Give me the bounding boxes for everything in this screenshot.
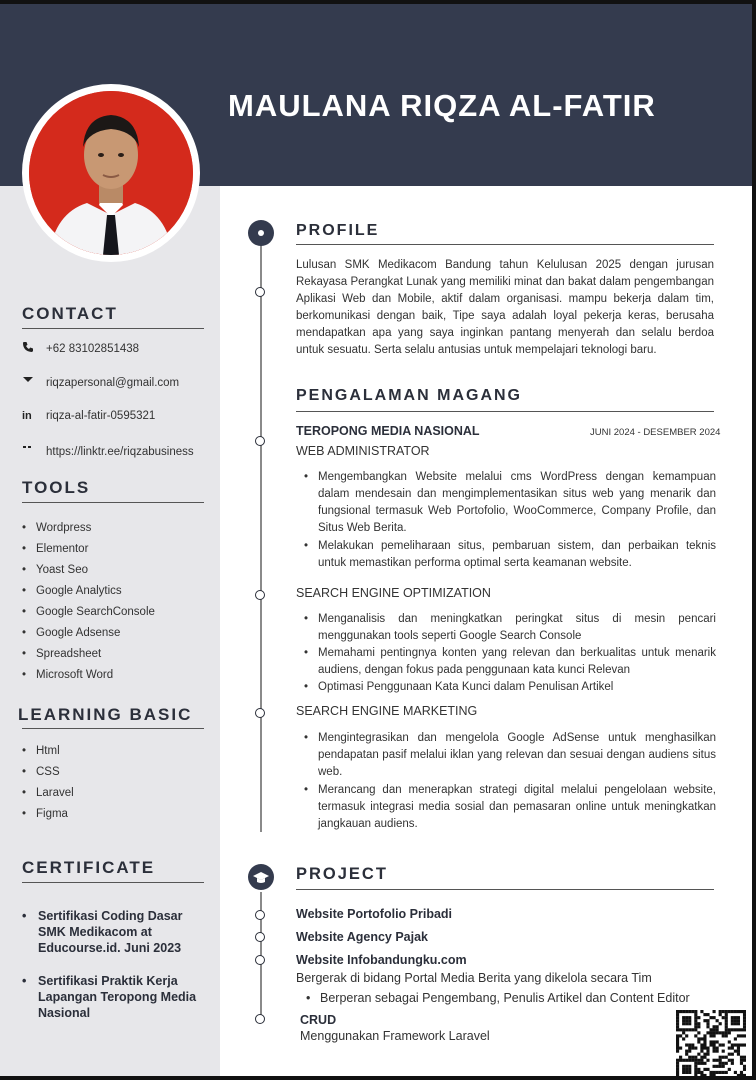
list-item: • Merancang dan menerapkan strategi digital melalui pengelolaan website, termasuk integrasi media sosial dan pemasaran online untuk meningkatkan jangkauan audiens.: [318, 782, 716, 833]
divider: [22, 502, 204, 503]
list-item: • Mengembangkan Website melalui cms WordPress dengan kemampuan dalam mendesain dan mengimplementasikan situs web yang menarik dan fungsional termasuk Web Portofolio, WooCommerce, Company Profile, dan Situs Web Berita.: [318, 469, 716, 537]
company-name: TEROPONG MEDIA NASIONAL: [296, 424, 480, 438]
list-item: • Yoast Seo: [22, 560, 155, 581]
list-item: • Optimasi Penggunaan Kata Kunci dalam Penulisan Artikel: [318, 679, 716, 696]
project-heading: PROJECT: [296, 865, 388, 883]
role-title: WEB ADMINISTRATOR: [296, 444, 430, 458]
divider: [296, 411, 714, 412]
divider: [296, 889, 714, 890]
project-title: Website Portofolio Pribadi: [296, 907, 453, 921]
contact-email[interactable]: [22, 375, 179, 390]
subsection-seo: SEARCH ENGINE OPTIMIZATION: [296, 586, 491, 600]
certificate-heading: CERTIFICATE: [22, 858, 156, 877]
profile-photo: [22, 84, 200, 262]
timeline-dot: [255, 590, 265, 600]
work-period: JUNI 2024 - DESEMBER 2024: [590, 427, 721, 438]
divider: [22, 328, 204, 329]
project-description: Menggunakan Framework Laravel: [300, 1029, 490, 1043]
contact-heading: CONTACT: [22, 304, 118, 323]
profile-icon: [248, 220, 274, 246]
list-item: • Berperan sebagai Pengembang, Penulis Artikel dan Content Editor: [306, 991, 690, 1005]
linkedin-icon: in: [22, 410, 32, 422]
tools-list: [22, 518, 155, 686]
list-item: • Memahami pentingnya konten yang relevan dan berkualitas untuk menarik audiens, dengan fokus pada penggunaan kata kunci Relevan: [318, 645, 716, 679]
portrait-image: [29, 91, 193, 255]
divider: [22, 728, 204, 729]
link-text[interactable]: https://linktr.ee/riqzabusiness: [46, 445, 194, 458]
tools-heading: TOOLS: [22, 478, 91, 497]
timeline-dot: [255, 910, 265, 920]
graduation-cap-icon: [248, 864, 274, 890]
project-description: Bergerak di bidang Portal Media Berita yang dikelola secara Tim: [296, 971, 652, 985]
timeline-dot: [255, 1014, 265, 1024]
full-name: MAULANA RIQZA AL-FATIR: [228, 88, 656, 123]
learning-list: [22, 741, 74, 825]
timeline-dot: [255, 932, 265, 942]
timeline-dot: [255, 955, 265, 965]
list-item: • Wordpress: [22, 518, 155, 539]
qr-code-image: [676, 1010, 746, 1076]
list-item: • Google Analytics: [22, 581, 155, 602]
email-icon: [22, 375, 46, 390]
list-item: • Html: [22, 741, 74, 762]
phone-text: +62 83102851438: [46, 342, 140, 355]
list-item: • Figma: [22, 804, 74, 825]
list-item: • Microsoft Word: [22, 665, 155, 686]
list-item: • Melakukan pemeliharaan situs, pembaruan sistem, dan perbaikan teknis untuk memastikan performa optimal serta keamanan website.: [318, 538, 716, 572]
timeline-dot: [255, 287, 265, 297]
profile-heading: PROFILE: [296, 222, 380, 239]
divider: [22, 882, 204, 883]
qr-code: [676, 1010, 746, 1076]
list-item: • Laravel: [22, 783, 74, 804]
list-item: • Google Adsense: [22, 623, 155, 644]
experience-heading: PENGALAMAN MAGANG: [296, 387, 522, 404]
timeline-dot: [255, 708, 265, 718]
profile-summary: Lulusan SMK Medikacom Bandung tahun Kelulusan 2025 dengan jurusan Rekayasa Perangkat Lunak yang memiliki minat dan bakat dalam pengembangan Aplikasi Web dan Mobile, aktif dalam organisasi. mampu bekerja dalam tim, berkomunikasi dengan baik, Tipe saya adalah loyal pekerja keras, berusaha mendapatkan apa yang saya inginkan pantang menyerah dan selalu berdoa untuk sesuatu. Serta selalu antusias untuk mempelajari teknologi baru.: [296, 259, 714, 356]
project-title: Website Infobandungku.com: [296, 953, 467, 967]
linkedin-text[interactable]: riqza-al-fatir-0595321: [46, 410, 156, 422]
list-item: • Spreadsheet: [22, 644, 155, 665]
link-icon: [22, 444, 46, 459]
project-title: Website Agency Pajak: [296, 930, 429, 944]
list-item: • Mengintegrasikan dan mengelola Google AdSense untuk menghasilkan pendapatan pasif melalui iklan yang relevan dan sesuai dengan audiens situs web.: [318, 730, 716, 781]
contact-phone: [22, 341, 139, 356]
certificate-item: • Sertifikasi Praktik Kerja Lapangan Teropong Media Nasional: [22, 974, 197, 1020]
avatar: [29, 91, 193, 255]
resume-page: [0, 4, 752, 1076]
timeline-dot: [255, 436, 265, 446]
contact-linkedin[interactable]: [22, 410, 155, 422]
list-item: • Elementor: [22, 539, 155, 560]
timeline-line: [260, 236, 262, 832]
project-title: CRUD: [300, 1013, 337, 1027]
list-item: • Google SearchConsole: [22, 602, 155, 623]
phone-icon: [22, 341, 46, 356]
contact-link[interactable]: [22, 444, 194, 459]
subsection-sem: SEARCH ENGINE MARKETING: [296, 704, 478, 718]
divider: [296, 244, 714, 245]
email-text[interactable]: riqzapersonal@gmail.com: [46, 376, 180, 389]
list-item: • Menganalisis dan meningkatkan peringkat situs di mesin pencari menggunakan tools seperti Google Search Console: [318, 611, 716, 645]
list-item: • CSS: [22, 762, 74, 783]
certificate-item: • Sertifikasi Coding Dasar SMK Medikacom at Educourse.id. Juni 2023: [22, 909, 183, 955]
learning-heading: LEARNING BASIC: [18, 705, 193, 724]
